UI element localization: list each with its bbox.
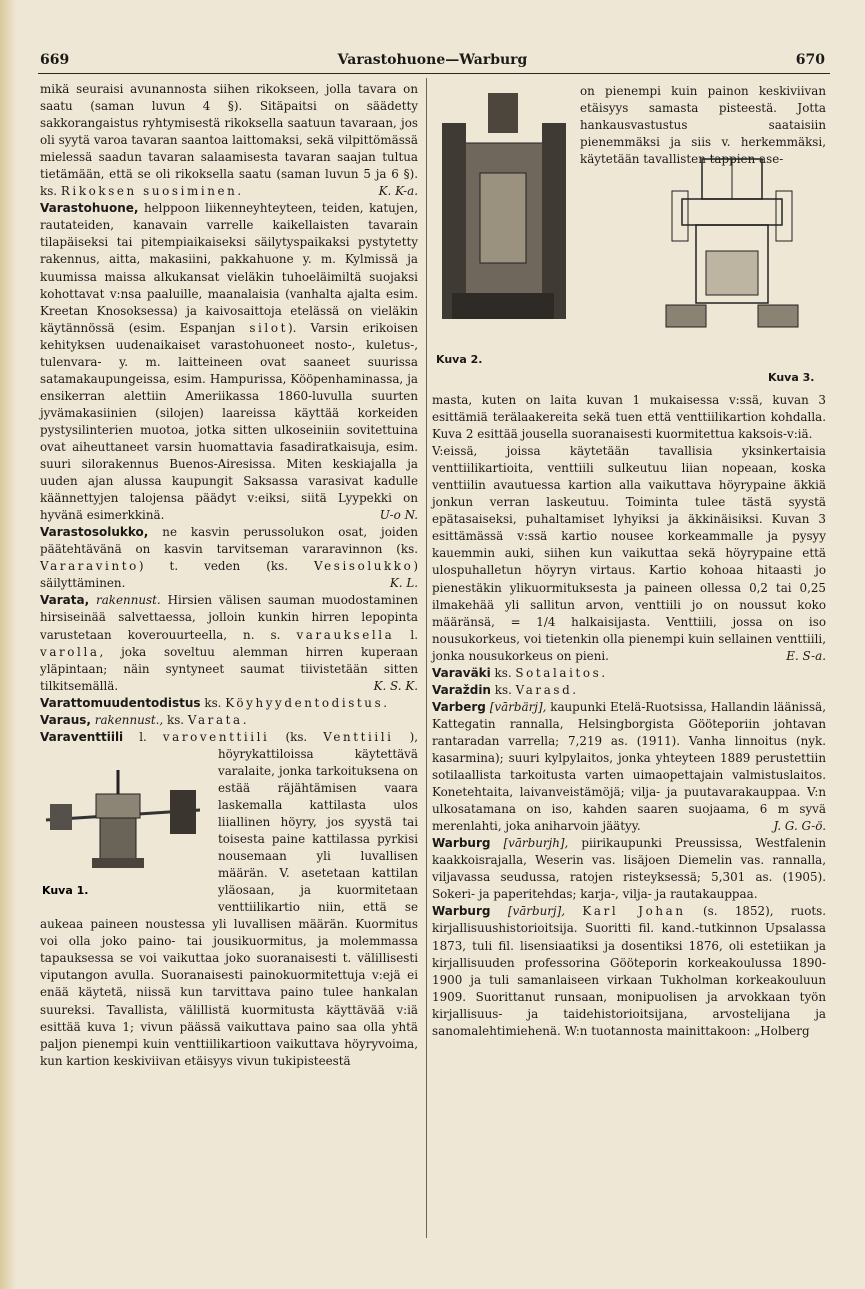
author-signature: J. G. G-ö. xyxy=(773,819,826,834)
entry-varberg: Varberg [vārbärj], kaupunki Etelä-Ruotsissa, Hallandin läänissä, Kattegatin rannalla, Helsingborgista Gööteporiin johtavan rantaradan varrella; 7,219 as. (1911). Vanha linnoitus (nyk. kasarmina); suuri kylpylaitos, jonka yhteyteen 1889 perustettiin sotilaallista tarkoitusta varten uimaopettajain valmistuslaitos. Konetehtaita, laivanveistämöjä; vilja- ja puutavarakauppaa. V:n ulkosatamana on iso, kahden saaren suojaama, 6 m syvä merenlahti, joka aniharvoin jäätyy. J. G. G-ö. xyxy=(432,699,826,835)
figure-1-caption: Kuva 1. xyxy=(42,883,89,897)
entry-varavaki: Varaväki ks. Sotalaitos. xyxy=(432,665,608,680)
entry-headword: Varaväki xyxy=(432,665,491,680)
entry-headword: Varastohuone, xyxy=(40,201,139,216)
entry-varaventtiili: Varaventtiili l. varoventtiili (ks. Venttiili Kuva 1. ), höyrykattiloissa käytettävä varalaite, jonka tarkoituksena on estää räjähtämisen vaara laskemalla kattilasta ulos liiallinen höyry, jos syystä tai toisesta paine kattilassa pyrkisi nousemaan yli luvallisen määrän. V. asetetaan kattilan yläosaan, ja kuormitetaan venttiilikartio niin, että se aukeaa paineen noustessa yli luvallisen määrän. Kuormitus voi olla joko paino- tai jousikuormitus, ja molemmassa tapauksessa se voi vaikuttaa joko suoranaisesti t. välillisesti viputangon avulla. Suoranaisesti painokuormitettuja v:ejä ei enää käytetä, niissä kun tarvittava paino tulee hankalan suureksi. Tavallista, välillistä kuormitusta käyttävää v:iä esittää kuva 1; vivun päässä vaikuttava paino saa olla yhtä paljon pienempi kuin venttiilikartioon vaikuttava höyryvoima, kun kartion keskiviivan etäisyys vivun tukipisteestä xyxy=(40,729,419,1068)
entry-varazdin: Varaždin ks. Varasd. xyxy=(432,682,579,697)
entry-headword: Warburg xyxy=(432,836,491,851)
header-rule xyxy=(38,73,830,74)
page-number-left: 669 xyxy=(40,52,70,68)
column-divider xyxy=(426,78,427,1238)
entry-headword: Varaus, xyxy=(40,712,91,727)
author-signature: E. S-a. xyxy=(786,648,826,663)
paragraph-continued: masta, kuten on laita kuvan 1 mukaisessa v:ssä, kuvan 3 esittämiä terälaakereita sekä tuen että venttiilikartion kohdalla. Kuva 2 esittää jousella suoranaisesti kuormitettua kaksois-v:iä. xyxy=(432,393,826,442)
entry-headword: Warburg xyxy=(432,904,491,919)
entry-headword: Varata, xyxy=(40,593,90,608)
figure-1-safety-valve-lever xyxy=(40,750,210,900)
page-number-right: 670 xyxy=(795,52,825,68)
entry-warburg-person: Warburg [vārburj], Karl Johan (s. 1852), ruots. kirjallisuushistorioitsija. Suoritti fil. kand.-tutkinnon Upsalassa 1873, tuli fil. lisensiaatiksi ja dosentiksi 1876, oli estetiikan ja kirjallisuuden professorina Gööteporin korkeakoulussa 1890-1900 ja tuli samanlaiseen virkaan Tukholman korkeakouluun 1909. Suorittanut runsaan, monipuolisen ja arvokkaan työn kirjallisuus- ja taidehistorioitsijana, arvostelijana ja sanomalehtimiehenä. W:n tuotannosta mainittakoon: „Holberg xyxy=(432,904,827,1038)
entry-varastohuone: Varastohuone, helppoon liikenneyhteyteen, teiden, katujen, rautateiden, kanavain varrelle kaikellaisten tavarain tilapäiseksi tai pitempiaikaiseksi säilytyspaikaksi pystytetty rakennus, aitta, makasiini, pakkahuone y. m. Kylmissä ja kuumissa maissa alkukansat vieläkin tuhoeläimiltä suojaksi kohottavat v:nsa paaluille, maanalaisia (vanhalta ajalta esim. Kreetan Knosoksessa) ja kaivosaittoja etelässä on vieläkin käytännössä (esim. Espanjan silot). Varsin erikoisen kehityksen uudenaikaiset varastohuoneet nosto-, kuletus-, tulenvara- y. m. laitteineen ovat saaneet suurissa satamakaupungeissa, esim. Hampurissa, Kööpenhaminassa, ja ensikerran alettiin Ameriikassa 1860-luvulla suurten jyvämakasiinien (silojen) laareissa käyttää korkeiden pystysilinterien muotoa, jotka sitten ulkoseiniin sovitettuina ovat aiheuttaneet varsin huomattavia fasadiratkaisuja, esim. suuri silorakennus Buenos-Airesissa. Miten keskiajalla ja uuden ajan alussa kaupungit Saksassa varasivat kadulle käännettyjen talojensa päädyt v:eiksi, siitä Lyypekki on hyvänä esimerkkinä. U-o N. xyxy=(40,200,418,524)
entry-varata: Varata, rakennust. Hirsien välisen sauman muodostaminen hirsiseinää salvettaessa, jolloin kunkin hirren lepopinta varustetaan koverouurteella, n. s. varauksella l. varolla, joka soveltuu alemman hirren kuperaan yläpintaan; näin syntyneet saumat tiivistetään sitten tilkitsemällä. K. S. K. xyxy=(40,592,418,694)
entry-headword: Varattomuudentodistus xyxy=(40,695,201,710)
entry-headword: Varaventtiili xyxy=(40,729,124,744)
left-column xyxy=(40,81,418,1070)
entry-warburg-town: Warburg [vārburjh], piirikaupunki Preussissa, Westfalenin kaakkoisrajalla, Weserin vas. lisäjoen Diemelin vas. rannalla, viljavassa seudussa, ratojen risteyksessä; 5,301 as. (1905). Sokeri- ja paperitehdas; karja-, vilja- ja rautakauppaa. xyxy=(432,836,826,902)
author-signature: K. S. K. xyxy=(373,678,418,693)
figure-3-illustration xyxy=(642,155,826,363)
entry-headword: Varaždin xyxy=(432,682,491,697)
running-title: Varastohuone—Warburg xyxy=(337,52,528,68)
page-edge-shadow xyxy=(0,0,16,1289)
author-signature: U-o N. xyxy=(379,508,418,523)
entry-varaus: Varaus, rakennust., ks. Varata. xyxy=(40,712,250,727)
figure-2-caption: Kuva 2. xyxy=(436,353,483,366)
entry-headword: Varberg xyxy=(432,699,486,714)
right-column xyxy=(432,81,826,1040)
cross-reference: Rikoksen suosiminen. xyxy=(60,184,244,199)
entry-varattomuudentodistus: Varattomuudentodistus ks. Köyhyydentodistus. xyxy=(40,695,390,710)
entry-varastosolukko: Varastosolukko, ne kasvin perussolukon osat, joiden päätehtävänä on kasvin tarvitseman vararavinnon (ks. Vararavinto) t. veden (ks. Vesisolukko) säilyttäminen. K. L. xyxy=(40,524,418,592)
figure-3-caption: Kuva 3. xyxy=(768,371,815,384)
figure-2-illustration xyxy=(432,83,574,345)
author-signature: K. K-a. xyxy=(378,184,418,199)
figures-2-3 xyxy=(432,83,826,388)
figure-1-illustration xyxy=(40,750,210,900)
entry-continuation: mikä seuraisi avunannosta siihen rikokseen, jolla tavara on saatu (saman luvun 4 §). Sitäpaitsi on säädetty sakkorangaistus ryhtymisestä rikoksella saatuun tavaraan, jos oli syytä varoa tavaran saantoa laittomaksi, sekä vilpittömässä mielessä saadun tavaran salaamisesta tavaran saajan tultua tietämään, että se oli rikoksella saatu (saman luvun 5 ja 6 §). ks. Rikoksen suosiminen. K. K-a. xyxy=(40,81,418,200)
text-beside-figure: on pienempi kuin painon keskiviivan etäisyys samasta pisteestä. Jotta hankausvastustus saataisiin pienemmäksi ja siis v. herkemmäksi, käytetään tavallisten tappien ase- xyxy=(580,84,826,167)
figure-3-knife-edge-valve xyxy=(642,155,826,384)
entry-headword: Varastosolukko, xyxy=(40,525,149,540)
paragraph-valve-cones: V:eissä, joissa käytetään tavallisia yksinkertaisia venttiilikartioita, venttiili sulkeutuu liian nopeaan, koska venttiilin avautuessa kartion alla vaikuttava höyrypaine äkkiä jonkun verran laskeutuu. Toiminta tulee tästä syystä epätasaiseksi, puhaltamiset lyhyiksi ja äkkinäisiksi. Kuvan 3 esittämässä v:ssä kartio nousee korkeammalle ja pysyy kauemmin auki, siihen kun vaikuttaa sekä höyrypaine että ulospuhalletun höyryn virtaus. Kartio kohoaa hitaasti jo pienestäkin ylikuormituksesta ja paineen ollessa 0,2 tai 0,25 ilmakehää yli sallitun arvon, venttiili jo on noussut koko määränsä, = 1/4 halkaisijasta. Venttiili, jossa on iso nousukorkeus, voi tietenkin olla pienempi kuin sellainen venttiili, jonka nousukorkeus on pieni. E. S-a. xyxy=(432,443,826,665)
figure-2-double-spring-valve xyxy=(432,83,574,366)
author-signature: K. L. xyxy=(389,576,418,591)
